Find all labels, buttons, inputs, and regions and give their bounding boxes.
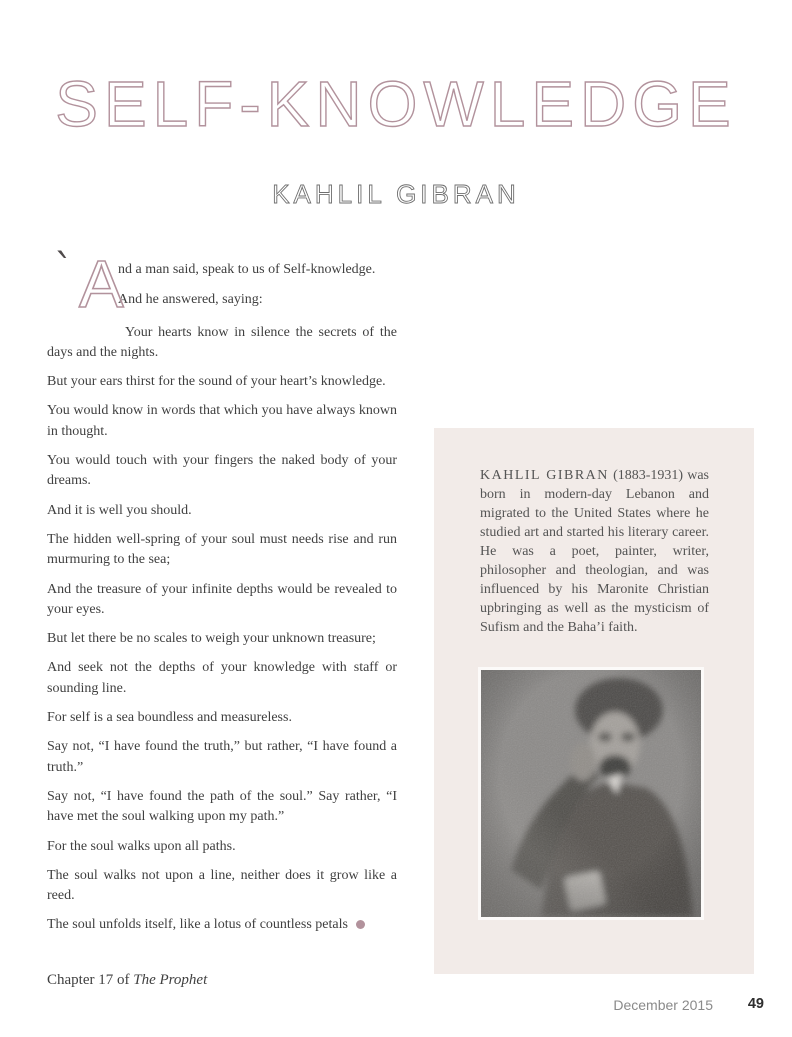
bio-body: (1883-1931) was born in modern-day Lebanon and migrated to the United States where he studied art and started his literary career. He was a poet, painter, writer, philosopher and theologian, and was influenced by his Maronite Christian upbringing as well as the mysticism of Sufism and the Baha’i faith. [480, 468, 710, 636]
paragraph: And it is well you should. [47, 502, 192, 518]
issue-date: December 2015 [613, 997, 713, 1013]
chapter-note-prefix: Chapter 17 of [47, 972, 134, 988]
bio-lead-name: KAHLIL GIBRAN [480, 468, 609, 483]
page-number: 49 [747, 996, 764, 1012]
drop-cap: A [79, 247, 124, 322]
author-name: KAHLIL GIBRAN [272, 179, 520, 209]
end-of-article-dot-icon [356, 920, 365, 929]
paragraph: For self is a sea boundless and measureless. [47, 710, 292, 726]
paragraph: You would know in words that which you have always known in thought. [47, 403, 397, 439]
bio-box [434, 428, 754, 974]
article-body [47, 247, 397, 945]
opening-quote-mark: ` [54, 247, 74, 293]
paragraph: And the treasure of your infinite depths would be revealed to your eyes. [47, 581, 397, 617]
book-title: The Prophet [133, 972, 208, 988]
paragraph: Say not, “I have found the path of the soul.” Say rather, “I have met the soul walking upon my path.” [47, 788, 397, 825]
opening-line: And he answered, saying: [118, 292, 263, 308]
opening-paragraph [47, 247, 397, 322]
portrait-photo-illustration [481, 670, 701, 917]
page-title: SELF-KNOWLEDGE [55, 68, 737, 140]
paragraph: And seek not the depths of your knowledge with staff or sounding line. [47, 660, 397, 696]
paragraph: Say not, “I have found the truth,” but rather, “I have found a truth.” [47, 739, 397, 775]
chapter-note [47, 972, 207, 989]
paragraph: For the soul walks upon all paths. [47, 838, 236, 854]
bio-text [480, 466, 709, 637]
closing-paragraph [47, 915, 397, 935]
opening-line: nd a man said, speak to us of Self-knowledge. [118, 262, 376, 277]
paragraph: But your ears thirst for the sound of your heart’s knowledge. [47, 374, 386, 390]
paragraph: The hidden well-spring of your soul must needs rise and run murmuring to the sea; [47, 531, 397, 568]
paragraph-text: The soul unfolds itself, like a lotus of countless petals [47, 917, 348, 933]
paragraph: But let there be no scales to weigh your unknown treasure; [47, 631, 376, 647]
portrait-photo [478, 667, 704, 920]
paragraph: Your hearts know in silence the secrets of the days and the nights. [47, 324, 397, 360]
paragraph: You would touch with your fingers the naked body of your dreams. [47, 453, 397, 489]
paragraph: The soul walks not upon a line, neither does it grow like a reed. [47, 867, 397, 904]
